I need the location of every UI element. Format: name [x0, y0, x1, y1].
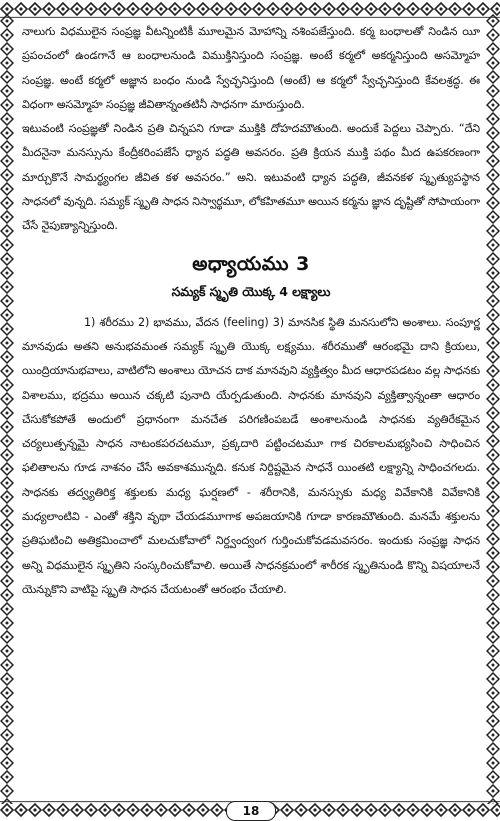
paragraph-3: 1) శరీరము 2) భావము, వేదన (feeling) 3) మానసిక స్థితి మనసులోని అంశాలు. సంపూర్ణ మానవుడు అతని అనుభవమంత సమ్యక్ స్మృతి యొక్క లక్ష్యము. శరీరముతో ఆరంభమై దాని క్రియలు, యింద్రియానుభవాలు, వాటిలోని అంశాలు యోచన దాక మానవుని వ్యక్తిత్వం మీద ఆధారపడటం వల్ల సాధనకు విశాలము, భద్రము అయిన చక్కటి పునాది యేర్పడుతుంది. సాధనకు మానవుని వ్యక్తిత్వాన్నంతా ఆధారం చేసుకోకపోతే అందులో ప్రధానంగా మనచేత పరిగణింపబడే అంశాలనుండి సాధనకు వ్యతిరేకమైన చర్యలుత్పన్నమై సాధన నాటంకపరచటమూ, ప్రక్కదారి పట్టించటమూ గాక చిరకాలమభ్యసించి సాధించిన ఫలితాలను గూడ నాశనం చేసే అవకాశమున్నది. కనుక నిర్దిష్టమైన సాధనే యింతటి లక్ష్యాన్ని సాధించగలదు. సాధనకు తద్వ్యతిరిక్త శక్తులకు మధ్య ఘర్షణలో - శరీరానికి, మనస్సుకు మధ్య వివేకానికి వివేకానికి మధ్యలాంటివి - ఎంతో శక్తిని వృథా చేయడమూగాక అపజయానికి గూడా కారణమౌతుంది. మనమే శక్తులను ప్రతిఘటించి అతిక్రమించాలో మలచుకోవాలో నిర్ద్వంద్వంగ గుర్తించుకోవడమవసరం. ఇందుకు సంప్రజ్ఞ సాధన అన్ని విధములైన స్మృతిని సంస్కరించుకోవాలి. అయితే సాధనక్రమంలో శారీరక స్మృతినుండి కొన్ని విషయాలనే యెన్నుకొని వాటిపై స్మృతి సాధన చేయటంతో ఆరంభం చేయాలి.: [22, 315, 480, 596]
chapter-subtitle: సమ్యక్ స్మృతి యొక్క 4 లక్ష్యాలు: [171, 283, 331, 299]
paragraph-2: ఇటువంటి సంప్రజ్ఞతో నిండిన ప్రతి చిన్నపని గూడా ముక్తికి దోహదమౌతుంది. అందుకే పెద్దలు చెప్పారు. “దేని మీదనైనా మనస్సును కేంద్రీకరింపజేసే ధ్యాన పద్ధతి అవసరం. ప్రతి క్రియన ముక్తి పథం మీద ఉపకరణంగా మార్చుకొనే సామర్థ్యంగల జీవిత కళ అవసరం.” అని. ఇటువంటి ధ్యాన పద్ధతి, జీవనకళ స్మృత్యుపస్థాన సాధనలో వున్నది. సమ్యక్ స్మృతి సాధన నిస్వార్థమూ, లోకహితమూ అయిన కర్మను జ్ఞాన దృష్టితో సోపాయంగా చేసే నైపుణ్యాన్నిస్తుంది.: [22, 122, 480, 233]
chapter-heading: [22, 249, 480, 305]
decorative-border-right: [486, 14, 500, 804]
page-number: 18: [242, 804, 260, 818]
page-number-badge: [226, 801, 276, 821]
decorative-border-top: [0, 0, 500, 18]
chapter-title: అధ్యాయము 3: [192, 252, 310, 275]
decorative-border-left: [0, 14, 14, 804]
page-body: [22, 20, 480, 790]
paragraph-1: నాలుగు విధములైన సంప్రజ్ఞ వీటన్నింటికీ మూలమైన మోహాన్ని నశింపజేస్తుంది. కర్మ బంధాలతో నిండిన యీ ప్రపంచంలో ఉండగానే ఆ బంధాలనుండి విముక్తినిస్తుంది సంప్రజ్ఞ. అంటే కర్మలో అకర్మనిస్తుంది అసమ్మోహ సంప్రజ్ఞ. అంటే కర్మలో అజ్ఞాన బంధం నుండి స్వేచ్ఛనిస్తుంది (అంటే) ఆ కర్మలో స్వేచ్ఛనిస్తుంది కేవలశ్రద్ధ. ఈ విధంగా అసమ్మోహ సంప్రజ్ఞ జీవితాన్నంతటినీ సాధనగా మారుస్తుంది.: [22, 25, 480, 111]
